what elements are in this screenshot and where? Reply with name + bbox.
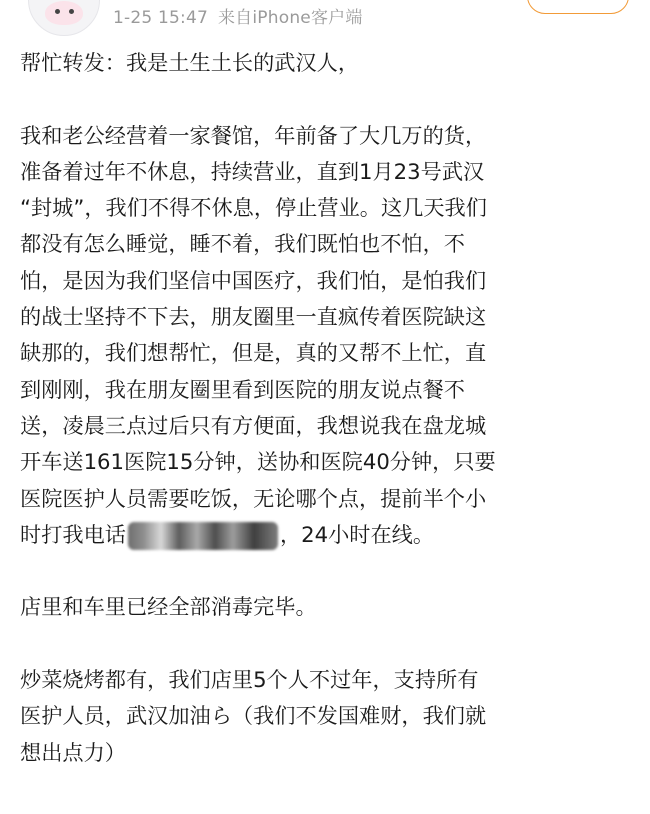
phone-line-suffix: ，24小时在线。 <box>279 521 435 547</box>
post-timestamp: 1-25 15:47 <box>113 8 208 28</box>
avatar-eye-left <box>55 9 60 14</box>
post-line: 的战士坚持不下去，朋友圈里一直疯传着医院缺这 <box>20 304 487 330</box>
redacted-phone-number <box>128 522 278 550</box>
paragraph-gap <box>20 626 635 662</box>
post-source: 来自iPhone客户端 <box>217 8 363 28</box>
post-header <box>0 0 650 40</box>
post-line: 帮忙转发：我是土生土长的武汉人， <box>20 50 360 75</box>
post-line: 开车送161医院15分钟，送协和医院40分钟，只要 <box>20 449 496 475</box>
post-line: “封城”，我们不得不休息，停止营业。这几天我们 <box>20 195 487 221</box>
post-line: 店里和车里已经全部消毒完毕。 <box>20 594 317 620</box>
post-body <box>20 45 635 771</box>
follow-button[interactable] <box>527 0 629 14</box>
post-line: 到刚刚，我在朋友圈里看到医院的朋友说点餐不 <box>20 376 465 402</box>
post-line: 送，凌晨三点过后只有方便面，我想说我在盘龙城 <box>20 412 487 438</box>
post-line: 我和老公经营着一家餐馆，年前备了大几万的货， <box>20 122 487 148</box>
phone-line-prefix: 时打我电话 <box>20 521 126 547</box>
post-line: 准备着过年不休息，持续营业，直到1月23号武汉 <box>20 158 485 184</box>
phone-line <box>20 517 635 553</box>
avatar-eye-right <box>69 9 74 14</box>
post-line: 医护人员，武汉加油ら（我们不发国难财，我们就 <box>20 703 487 729</box>
post-line: 缺那的，我们想帮忙，但是，真的又帮不上忙，直 <box>20 340 487 366</box>
paragraph-gap <box>20 81 635 117</box>
post-line: 炒菜烧烤都有，我们店里5个人不过年，支持所有 <box>20 667 479 693</box>
post-meta <box>113 3 373 28</box>
paragraph-gap <box>20 553 635 589</box>
post-line: 想出点力） <box>20 739 126 765</box>
post-line: 都没有怎么睡觉，睡不着，我们既怕也不怕，不 <box>20 231 465 257</box>
avatar[interactable] <box>28 0 100 36</box>
post-line: 怕，是因为我们坚信中国医疗，我们怕，是怕我们 <box>20 267 487 293</box>
avatar-face <box>45 1 83 25</box>
post-line: 医院医护人员需要吃饭，无论哪个点，提前半个小 <box>20 485 487 511</box>
